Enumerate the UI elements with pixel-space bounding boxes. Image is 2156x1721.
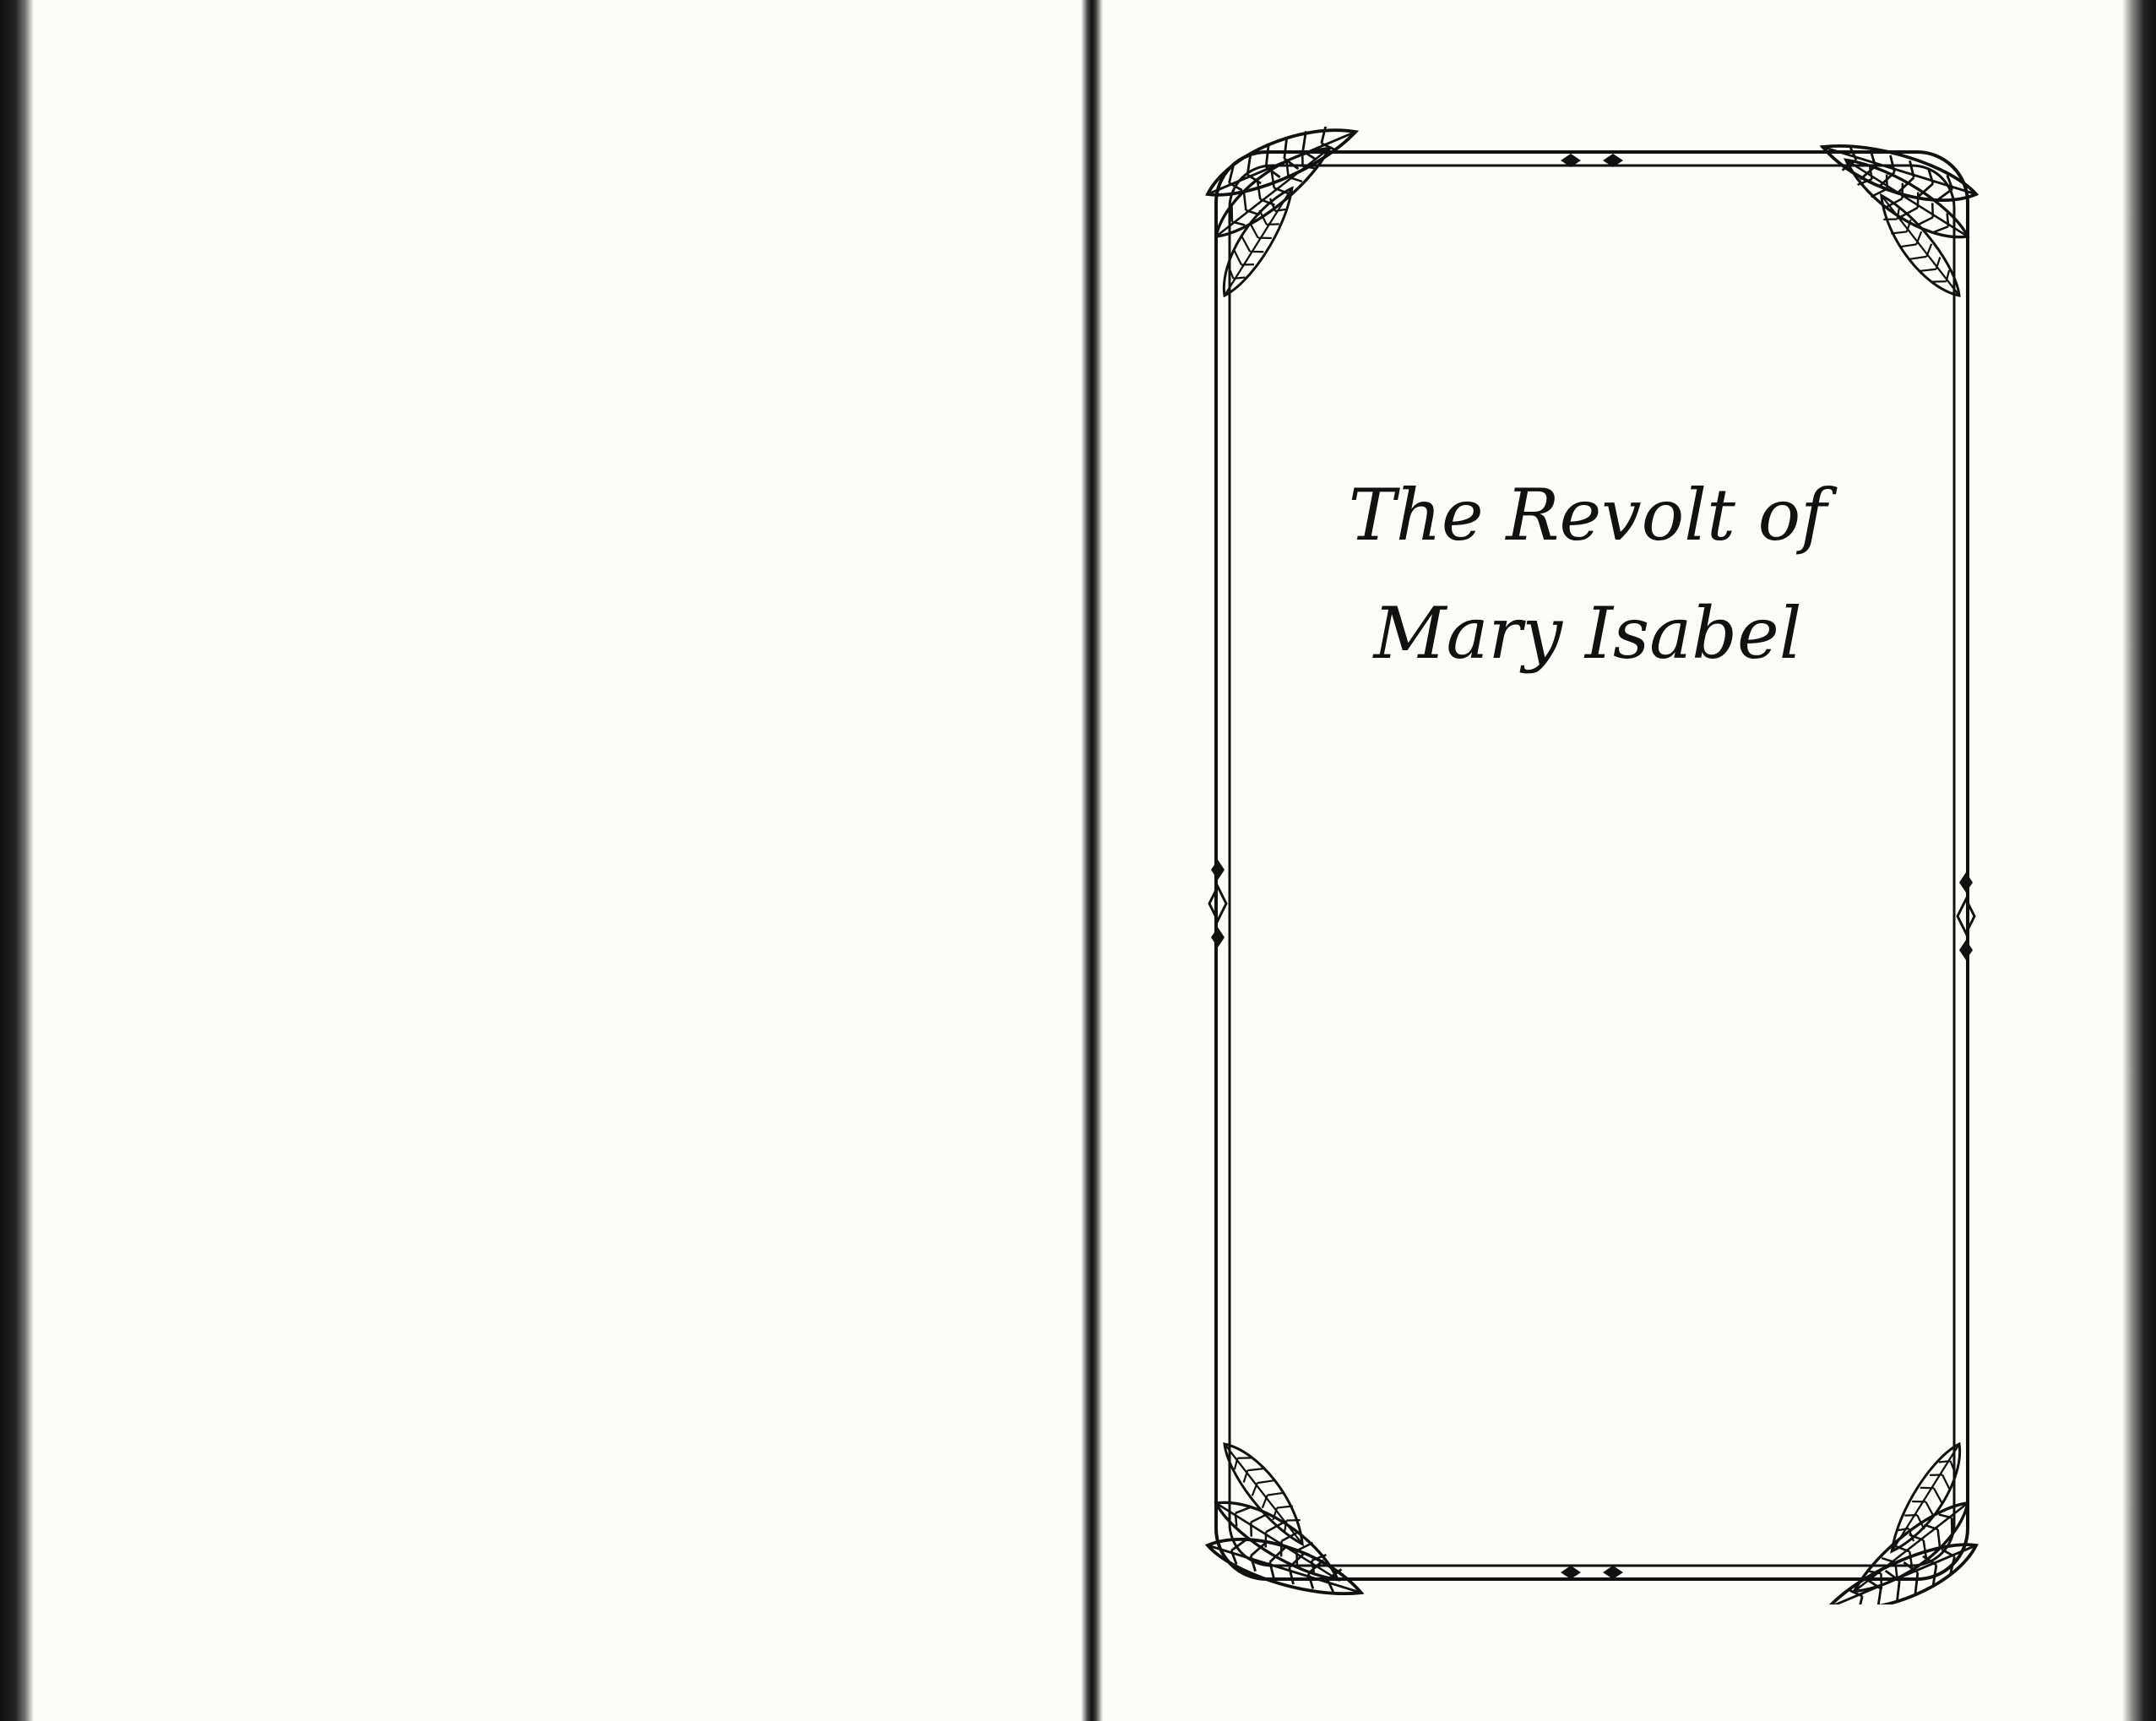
ornamental-frame [1199,127,1985,1604]
frame-outer-rule [1216,152,1968,1579]
right-edge-shadow [2122,0,2156,1721]
title-line-2: Mary Isabel [1373,592,1802,675]
book-title [1301,456,1875,692]
frame-inner-rule [1230,166,1954,1566]
top-right-feathers [1817,128,1980,307]
bottom-diamond-left [1561,1566,1581,1579]
book-gutter [1081,0,1103,1721]
title-line-1: The Revolt of [1348,474,1827,556]
left-edge-shadow [0,0,34,1721]
bottom-diamond-right [1603,1566,1623,1579]
